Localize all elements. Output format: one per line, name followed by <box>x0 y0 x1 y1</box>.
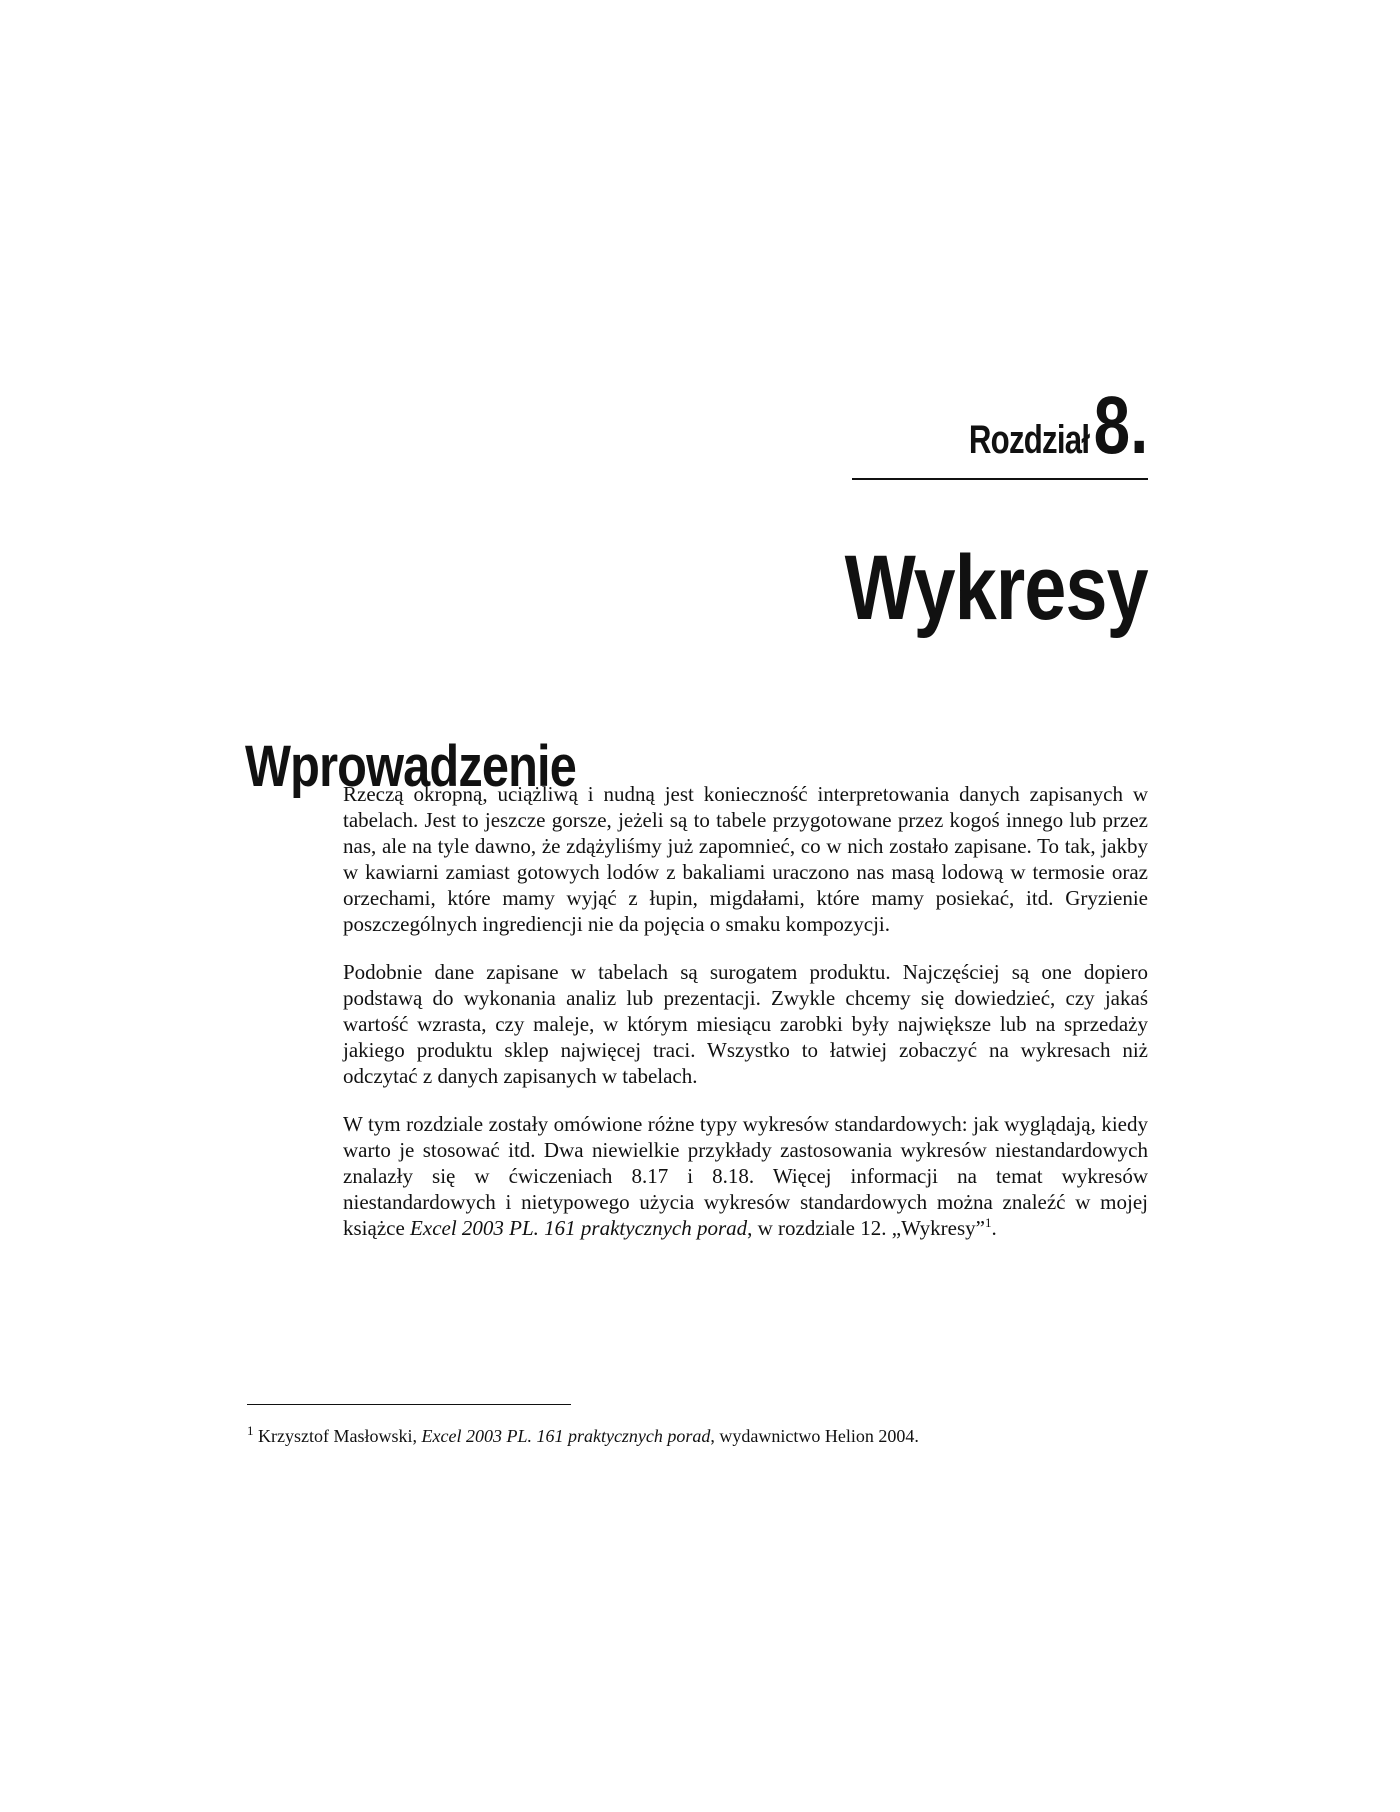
paragraph-1: Rzeczą okropną, uciążliwą i nudną jest konieczność interpretowania danych zapisanych w tabelach. Jest to jeszcze gorsze, jeżeli są to tabele przygotowane przez kogoś innego lub przez nas, ale na tyle dawno, że zdążyliśmy już zapomnieć, co w nich zostało zapisane. To tak, jakby w kawiarni zamiast gotowych lodów z bakaliami uraczono nas masą lodową w termosie oraz orzechami, które mamy wyjąć z łupin, migdałami, które mamy posiekać, itd. Gryzienie poszczególnych ingrediencji nie da pojęcia o smaku kompozycji. <box>343 782 1148 936</box>
paragraph-2: Podobnie dane zapisane w tabelach są surogatem produktu. Najczęściej są one dopiero podstawą do wykonania analiz lub prezentacji. Zwykle chcemy się dowiedzieć, czy jakaś wartość wzrasta, czy maleje, w którym miesiącu zarobki były największe lub na sprzedaży jakiego produktu sklep najwięcej traci. Wszystko to łatwiej zobaczyć na wykresach niż odczytać z danych zapisanych w tabelach. <box>343 960 1148 1088</box>
footnote-divider <box>247 1404 571 1405</box>
paragraph-3-text-end: . <box>991 1216 997 1240</box>
footnote-reference[interactable]: 1 <box>984 1215 992 1230</box>
chapter-label <box>848 380 1148 471</box>
paragraph-3-text-middle: , w rozdziale 12. „Wykresy” <box>747 1216 985 1240</box>
section-title: Wprowadzenie <box>245 734 576 800</box>
chapter-title: Wykresy <box>844 536 1148 639</box>
footnote-publisher: , wydawnictwo Helion 2004. <box>710 1426 919 1446</box>
footnote <box>247 1425 919 1447</box>
body-text <box>343 781 1148 1263</box>
chapter-divider <box>852 478 1148 480</box>
footnote-author: Krzysztof Masłowski, <box>253 1426 422 1446</box>
footnote-book-title: Excel 2003 PL. 161 praktycznych porad <box>421 1426 711 1446</box>
book-title-reference: Excel 2003 PL. 161 praktycznych porad <box>410 1216 748 1240</box>
chapter-word: Rozdział <box>969 418 1090 462</box>
chapter-number: 8. <box>1093 380 1148 471</box>
paragraph-3 <box>343 1111 1148 1241</box>
footnote-number: 1 <box>247 1423 254 1438</box>
paragraph-3-text-start: W tym rozdziale zostały omówione różne typy wykresów standardowych: jak wyglądają, kiedy warto je stosować itd. Dwa niewielkie przykłady zastosowania wykresów niestandardowych znalazły się w ćwiczeniach 8.17 i 8.18. Więcej informacji na temat wykresów niestandardowych i nietypowego użycia wykresów standardowych można znaleźć w mojej książce <box>343 1112 1148 1240</box>
